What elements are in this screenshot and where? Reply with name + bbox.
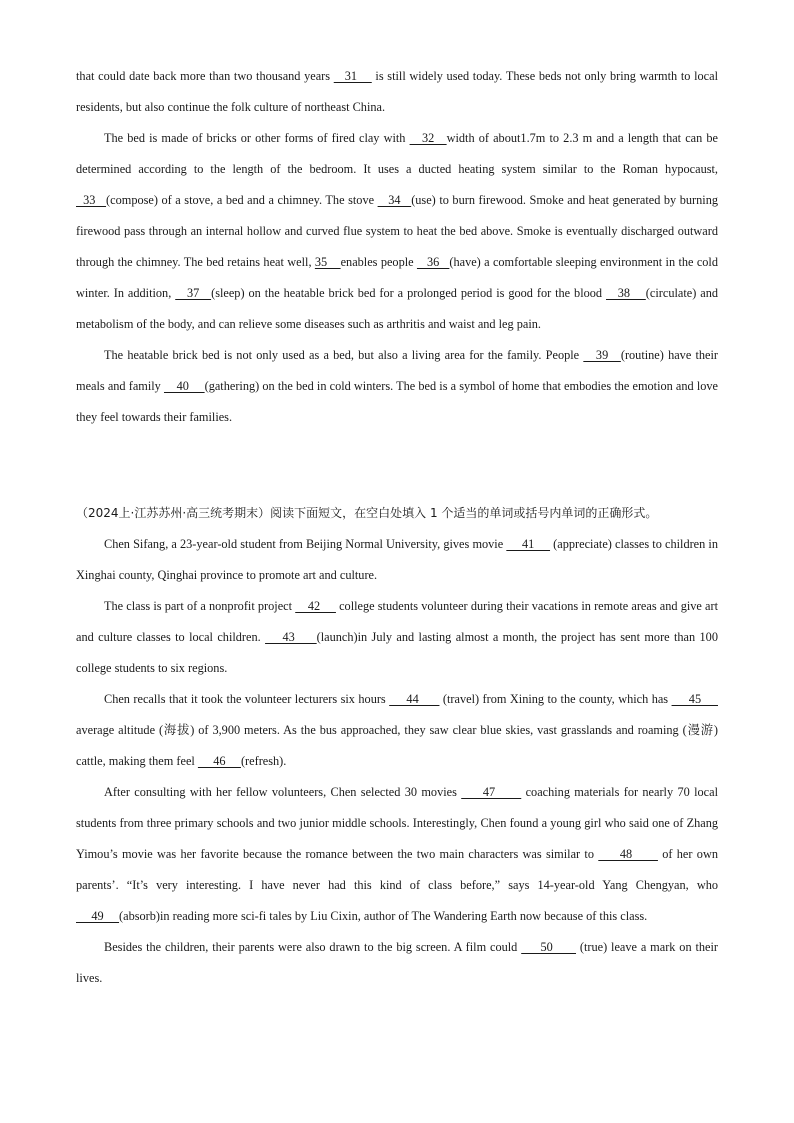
answer-blank: 32 (409, 131, 447, 145)
text-run: (sleep) on the heatable brick bed for a prolonged period is good for the blood (211, 286, 606, 300)
passage-2 (76, 498, 718, 994)
passage-1 (76, 61, 718, 433)
answer-blank: 43 (265, 630, 317, 644)
text-run: college students volunteer during their vacations in remote areas and give art and culture classes to local children. (76, 599, 719, 644)
text-run: of her own parents’. “It’s very interesting. I have never had this kind of class before,” says 14-year-old Yang Chengyan, who (76, 847, 718, 892)
answer-blank: 31 (333, 69, 372, 83)
answer-blank: 47 (461, 785, 522, 799)
text-run: is still widely used today. These beds not only bring warmth to local residents, but also continue the folk culture of northeast China. (76, 69, 718, 114)
answer-blank: 50 (521, 940, 577, 954)
passage-1-paragraph (76, 61, 718, 123)
answer-blank: 34 (377, 193, 412, 207)
passage-2-paragraph (76, 777, 718, 932)
text-run: (circulate) and metabolism of the body, and can relieve some diseases such as arthritis and waist and leg pain. (76, 286, 718, 331)
text-run: After consulting with her fellow volunteers, Chen selected 30 movies (104, 785, 462, 799)
text-run: (refresh). (240, 754, 287, 768)
text-run: (absorb)in reading more sci-fi tales by Liu Cixin, author of The Wandering Earth now because of this class. (119, 909, 648, 923)
passage-2-header: （2024上·江苏苏州·高三统考期末）阅读下面短文，在空白处填入 1 个适当的单词或括号内单词的正确形式。 (76, 506, 658, 520)
answer-blank: 39 (583, 348, 621, 362)
text-run: (gathering) on the bed in cold winters. The bed is a symbol of home that embodies the emotion and love they feel towards their families. (76, 379, 719, 424)
text-run: (have) a comfortable sleeping environment in the cold winter. In addition, (76, 255, 718, 300)
text-run: (travel) from Xining to the county, which has (439, 692, 672, 706)
text-run: (routine) have their meals and family (76, 348, 719, 393)
passage-2-paragraph (76, 932, 718, 994)
answer-blank: 40 (163, 379, 205, 393)
text-run: Chen recalls that it took the volunteer lecturers six hours (104, 692, 390, 706)
text-run: The heatable brick bed is not only used as a bed, but also a living area for the family. People (104, 348, 584, 362)
text-run: coaching materials for nearly 70 local students from three primary schools and two junior middle schools. Interestingly, Chen found a young girl who said one of Zhang Yimou’s movie was her favorite because the romance between the two main characters was similar to (76, 785, 718, 861)
passage-2-paragraph (76, 529, 718, 591)
text-run: (compose) of a stove, a bed and a chimney. The stove (106, 193, 378, 207)
text-run: that could date back more than two thousand years (76, 69, 334, 83)
text-run: The bed is made of bricks or other forms of fired clay with (104, 131, 410, 145)
answer-blank: 42 (295, 599, 336, 613)
text-run: The class is part of a nonprofit project (104, 599, 296, 613)
answer-blank: 35 (314, 255, 341, 269)
answer-blank: 44 (389, 692, 440, 706)
answer-blank: 45 (671, 692, 718, 706)
text-run: (true) leave a mark on their lives. (76, 940, 719, 985)
answer-blank: 33 (76, 193, 107, 207)
answer-blank: 48 (598, 847, 658, 861)
text-run: width of about1.7m to 2.3 m and a length that can be determined according to the length of the bedroom. It uses a ducted heating system similar to the Roman hypocaust, (76, 131, 719, 176)
answer-blank: 37 (175, 286, 212, 300)
answer-blank: 36 (416, 255, 450, 269)
passage-2-paragraph (76, 684, 718, 777)
passage-1-paragraph (76, 340, 718, 433)
answer-blank: 41 (506, 537, 551, 551)
text-run: Chen Sifang, a 23-year-old student from Beijing Normal University, gives movie (104, 537, 507, 551)
text-run: Besides the children, their parents were also drawn to the big screen. A film could (104, 940, 522, 954)
answer-blank: 46 (197, 754, 241, 768)
answer-blank: 38 (606, 286, 646, 300)
text-run: enables people (340, 255, 417, 269)
text-run: (appreciate) classes to children in Xinghai county, Qinghai province to promote art and culture. (76, 537, 718, 582)
text-run: (launch)in July and lasting almost a month, the project has sent more than 100 college students to six regions. (76, 630, 718, 675)
passage-1-paragraph (76, 123, 718, 340)
answer-blank: 49 (76, 909, 120, 923)
text-run: (use) to burn firewood. Smoke and heat generated by burning firewood pass through an internal hollow and curved flue system to heat the bed above. Smoke is eventually discharged outward through the chimney. The bed retains heat well, (76, 193, 718, 269)
passage-2-paragraph (76, 591, 718, 684)
text-run: average altitude (海拔) of 3,900 meters. As the bus approached, they saw clear blue skies, vast grasslands and roaming (漫游) cattle, making them feel (76, 723, 718, 768)
